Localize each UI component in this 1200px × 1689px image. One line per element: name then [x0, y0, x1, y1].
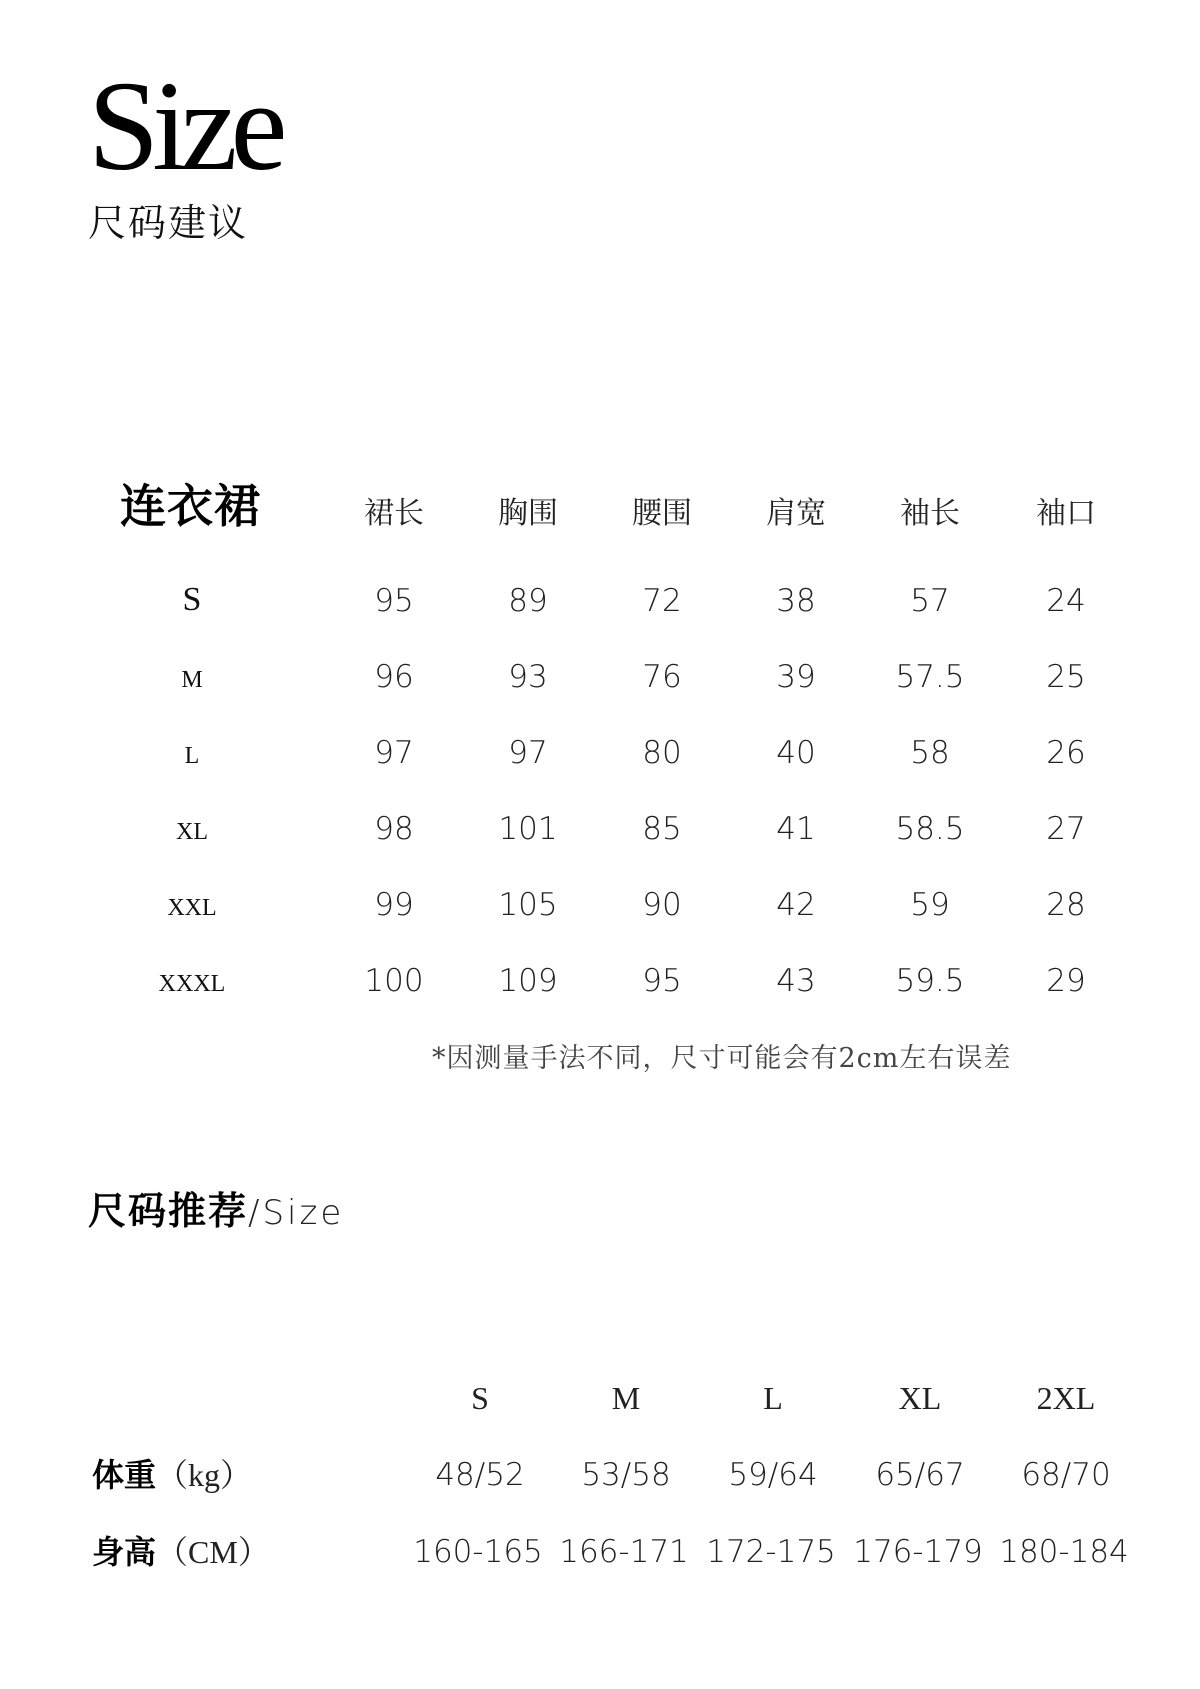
page-subtitle: 尺码建议	[88, 201, 249, 245]
table-cell: 101	[498, 811, 558, 847]
table-cell: 96	[374, 659, 414, 695]
size-header: S	[471, 1380, 489, 1416]
size-label: XXL	[167, 895, 217, 921]
table-cell: 58.5	[895, 811, 965, 847]
page-title: Size	[88, 55, 281, 197]
size-label: M	[181, 667, 203, 693]
recommendation-title-suffix: /Size	[248, 1193, 345, 1233]
table-cell: 28	[1046, 887, 1086, 923]
column-header: 袖长	[900, 496, 960, 531]
table-cell: 85	[642, 811, 682, 847]
height-value: 160-165	[413, 1534, 543, 1570]
table-cell: 97	[508, 735, 548, 771]
table-cell: 40	[776, 735, 816, 771]
table-cell: 24	[1046, 583, 1086, 619]
weight-value: 53/58	[581, 1457, 671, 1493]
weight-value: 65/67	[875, 1457, 965, 1493]
table-cell: 57	[910, 583, 950, 619]
table-cell: 80	[642, 735, 682, 771]
recommendation-title	[88, 1188, 344, 1236]
table-cell: 95	[374, 583, 414, 619]
recommendation-table	[0, 1300, 1200, 1640]
table-cell: 89	[508, 583, 548, 619]
table-cell: 72	[642, 583, 682, 619]
table-cell: 99	[374, 887, 414, 923]
table-cell: 26	[1046, 735, 1086, 771]
table-cell: 57.5	[895, 659, 965, 695]
table-cell: 38	[776, 583, 816, 619]
height-value: 172-175	[706, 1534, 836, 1570]
measurement-note: *因测量手法不同，尺寸可能会有2cm左右误差	[432, 1043, 1012, 1074]
size-header: L	[763, 1380, 783, 1416]
table-cell: 25	[1046, 659, 1086, 695]
table-cell: 29	[1046, 963, 1086, 999]
size-header: XL	[898, 1380, 942, 1416]
table-cell: 105	[498, 887, 558, 923]
table-cell: 42	[776, 887, 816, 923]
weight-value: 59/64	[728, 1457, 818, 1493]
weight-value: 48/52	[435, 1457, 525, 1493]
table-cell: 109	[498, 963, 558, 999]
column-header: 胸围	[498, 496, 558, 531]
height-value: 176-179	[853, 1534, 983, 1570]
column-header: 肩宽	[766, 496, 826, 531]
recommendation-title-text: 尺码推荐	[88, 1188, 249, 1233]
table-cell: 41	[776, 811, 816, 847]
table-cell: 97	[374, 735, 414, 771]
height-label	[92, 1532, 270, 1572]
size-label: XL	[176, 819, 208, 845]
column-header: 裙长	[364, 496, 424, 531]
table-cell: 93	[508, 659, 548, 695]
column-header: 腰围	[632, 496, 692, 531]
weight-unit: （kg）	[156, 1457, 253, 1493]
weight-label	[92, 1455, 252, 1495]
table-cell: 90	[642, 887, 682, 923]
size-header: 2XL	[1036, 1380, 1096, 1416]
table-cell: 95	[642, 963, 682, 999]
height-unit: （CM）	[156, 1534, 270, 1570]
table-cell: 58	[910, 735, 950, 771]
column-header: 袖口	[1036, 496, 1096, 531]
size-label: XXXL	[158, 971, 226, 997]
table-cell: 100	[364, 963, 424, 999]
size-label: S	[182, 581, 202, 618]
table-cell: 27	[1046, 811, 1086, 847]
height-label-text: 身高	[92, 1533, 157, 1571]
height-value: 166-171	[559, 1534, 689, 1570]
size-header: M	[611, 1380, 641, 1416]
table-cell: 98	[374, 811, 414, 847]
table-cell: 59.5	[895, 963, 965, 999]
weight-label-text: 体重	[92, 1456, 157, 1494]
table-cell: 76	[642, 659, 682, 695]
product-name: 连衣裙	[120, 479, 261, 533]
height-value: 180-184	[999, 1534, 1129, 1570]
table-cell: 39	[776, 659, 816, 695]
weight-value: 68/70	[1021, 1457, 1111, 1493]
size-label: L	[184, 743, 200, 769]
table-cell: 59	[910, 887, 950, 923]
table-cell: 43	[776, 963, 816, 999]
